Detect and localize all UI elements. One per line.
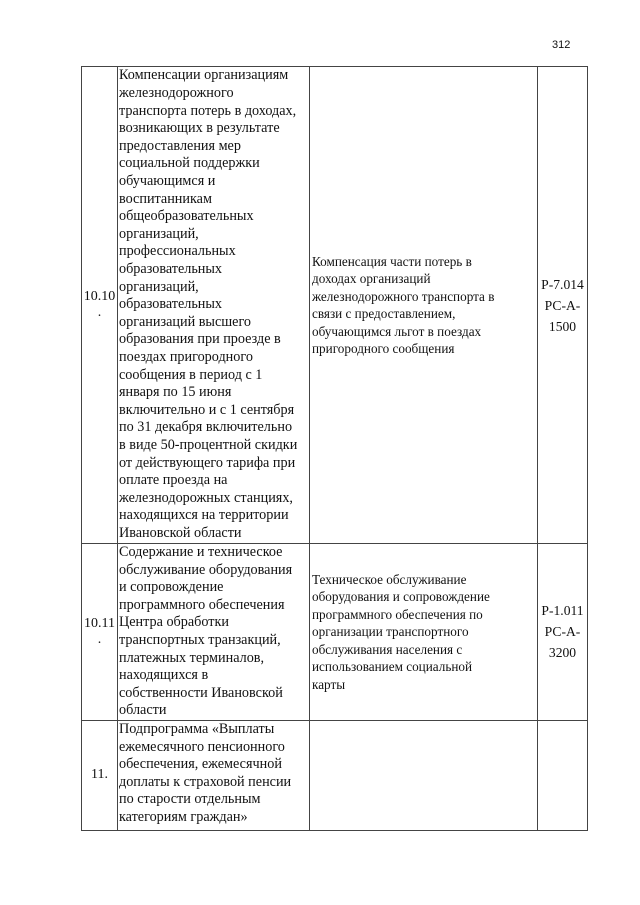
table-row bbox=[82, 544, 588, 721]
row-code-cell bbox=[538, 720, 588, 830]
page-number: 312 bbox=[552, 39, 571, 51]
row-name-cell bbox=[118, 544, 310, 721]
row-name: Компенсации организациям железнодорожного транспорта потерь в доходах, возникающих в результате предоставления мер социальной поддержки обучающимся и воспитанникам общеобразовательных организаций, профессиональных образовательных организаций, образовательных организаций высшего образования при проезде в поездах пригородного сообщения в период с 1 января по 15 июня включительно и с 1 сентября по 31 декабря включительно в виде 50-процентной скидки от действующего тарифа при оплате проезда на железнодорожных станциях, находящихся на территории Ивановской области bbox=[119, 67, 298, 541]
row-description-cell bbox=[310, 544, 538, 721]
row-code-cell bbox=[538, 544, 588, 721]
row-number-cell bbox=[82, 67, 118, 544]
row-number-cell bbox=[82, 720, 118, 830]
row-code: Р-1.011 РС-А- 3200 bbox=[541, 603, 584, 661]
row-description: Техническое обслуживание оборудования и сопровождение программного обеспечения по организации транспортного обслуживания населения с использованием социальной карты bbox=[312, 571, 490, 692]
row-description-cell bbox=[310, 720, 538, 830]
table-row bbox=[82, 720, 588, 830]
row-name-cell bbox=[118, 67, 310, 544]
row-code: Р-7.014 РС-А- 1500 bbox=[541, 276, 584, 334]
row-number: 11. bbox=[91, 767, 108, 783]
row-number: 10.11 . bbox=[84, 615, 115, 647]
table-row bbox=[82, 67, 588, 544]
row-name: Содержание и техническое обслуживание оборудования и сопровождение программного обеспечения Центра обработки транспортных транзакций, платежных терминалов, находящихся в собственности Ивановской области bbox=[119, 544, 293, 719]
row-number: 10.10 . bbox=[83, 289, 116, 320]
row-code-cell bbox=[538, 67, 588, 544]
row-description-cell bbox=[310, 67, 538, 544]
row-name: Подпрограмма «Выплаты ежемесячного пенсионного обеспечения, ежемесячной доплаты к страховой пенсии по старости отдельным категориям граждан» bbox=[119, 720, 292, 825]
row-description: Компенсация части потерь в доходах организаций железнодорожного транспорта в связи с предоставлением, обучающимся льгот в поездах пригородного сообщения bbox=[312, 253, 495, 356]
row-number-cell bbox=[82, 544, 118, 721]
program-table bbox=[81, 66, 588, 831]
row-name-cell bbox=[118, 720, 310, 830]
